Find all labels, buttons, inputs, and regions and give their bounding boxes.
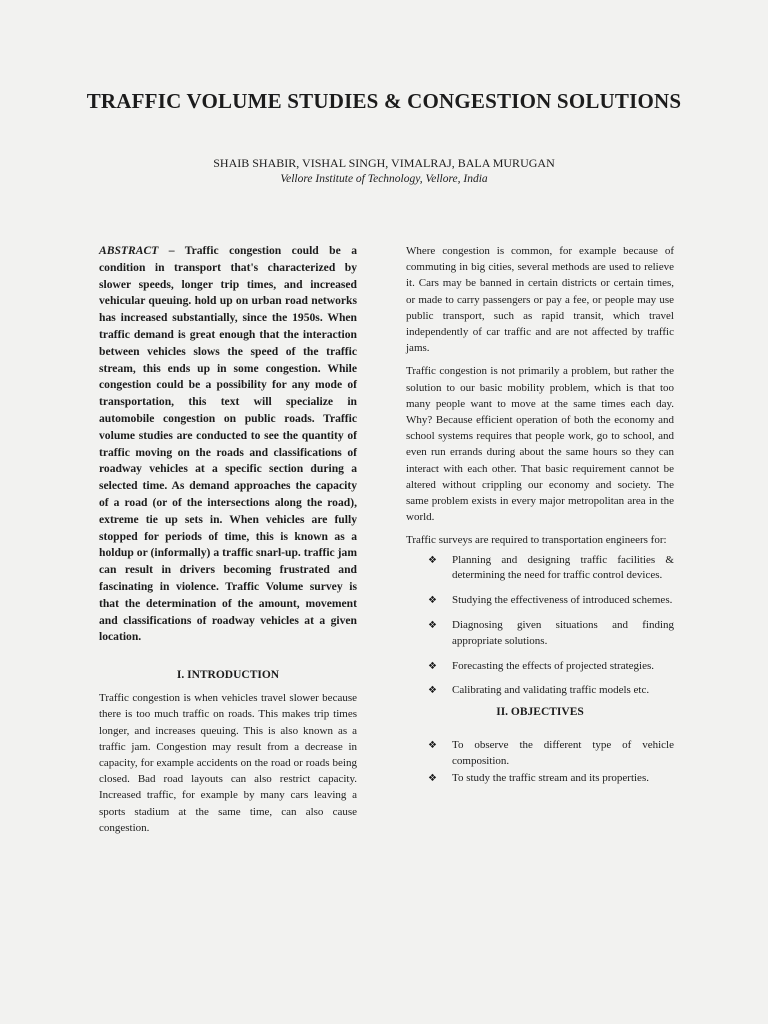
list-item: ❖ Forecasting the effects of projected strategies.: [406, 659, 674, 675]
abstract-lead: ABSTRACT: [99, 244, 159, 257]
author-list: SHAIB SHABIR, VISHAL SINGH, VIMALRAJ, BALA MURUGAN: [213, 156, 555, 170]
survey-purpose-list: [406, 553, 674, 700]
diamond-bullet-icon: ❖: [428, 740, 437, 752]
paper-title: TRAFFIC VOLUME STUDIES & CONGESTION SOLUTIONS: [86, 89, 682, 113]
diamond-bullet-icon: ❖: [428, 660, 437, 672]
list-item: ❖ Diagnosing given situations and finding appropriate solutions.: [428, 619, 674, 647]
introduction-text: Traffic congestion is when vehicles travel slower because there is too much traffic on roads. This makes trip times longer, and increases queuing. This is also known as a traffic jam. Congestion may result from a decrease in capacity, for example accidents on the road or roads being closed. Bad road layouts can also restrict capacity. Increased traffic, for example by many cars leaving a sports stadium at the same time, can also cause congestion.: [99, 692, 357, 834]
introduction-heading: I. INTRODUCTION: [176, 669, 280, 682]
list-item: ❖ To study the traffic stream and its properties.: [406, 771, 674, 787]
list-item: ❖ To observe the different type of vehicle composition.: [428, 739, 674, 768]
diamond-bullet-icon: ❖: [428, 554, 437, 566]
objectives-list: [406, 738, 674, 786]
list-item: ❖ Studying the effectiveness of introduced schemes.: [406, 593, 674, 609]
congestion-relief-paragraph: Where congestion is common, for example because of commuting in big cities, several methods are used to relieve it. Cars may be banned in certain districts or certain times, or made to carry passengers or pay a fee, or people may use public transport, such as rapid transit, which travel independently of car traffic and are not affected by traffic jams.: [406, 245, 674, 355]
abstract: [99, 243, 357, 646]
diamond-bullet-icon: ❖: [428, 685, 437, 697]
abstract-text: – Traffic congestion could be a condition in transport that's characterized by slower speeds, longer trip times, and increased vehicular queuing. hold up on urban road networks has increased substantially, since the 1950s. When traffic demand is great enough that the interaction between vehicles slows the speed of the traffic stream, this ends up in some congestion. While congestion could be a possibility for any mode of transportation, this text will specialize in automobile congestion on public roads. Traffic volume studies are conducted to see the quantity of traffic moving on the roads and classifications of roadway vehicles at a specific section during a selected time. As demand approaches the capacity of a road (or of the intersections along the road), extreme tie up sets in. When vehicles are fully stopped for periods of time, this is known as a holdup or (informally) a traffic snarl-up. traffic jam can result in drivers becoming frustrated and fascinating in violence. Traffic Volume survey is that the determination of the amount, movement and classifications of roadway vehicles at a given location.: [99, 244, 357, 644]
diamond-bullet-icon: ❖: [428, 772, 437, 784]
mobility-problem-paragraph: Traffic congestion is not primarily a problem, but rather the solution to our basic mobility problem, which is that too many people want to move at the same times each day. Why? Because efficient operation of both the economy and school systems requires that people work, go to school, and even run errands during about the same hours so they can interact with each other. That basic requirement cannot be altered without crippling our economy and society. The same problem exists in every major metropolitan area in the world.: [406, 365, 674, 524]
diamond-bullet-icon: ❖: [428, 620, 437, 632]
diamond-bullet-icon: ❖: [428, 595, 437, 607]
left-column: [99, 243, 357, 836]
list-item: ❖ Calibrating and validating traffic models etc.: [406, 683, 674, 699]
right-column: [406, 243, 674, 787]
surveys-intro-paragraph: Traffic surveys are required to transportation engineers for:: [406, 534, 667, 547]
affiliation: Vellore Institute of Technology, Vellore, India: [280, 173, 488, 185]
objectives-heading: II. OBJECTIVES: [496, 706, 584, 719]
list-item: ❖ Planning and designing traffic facilities & determining the need for traffic control devices.: [428, 553, 674, 582]
